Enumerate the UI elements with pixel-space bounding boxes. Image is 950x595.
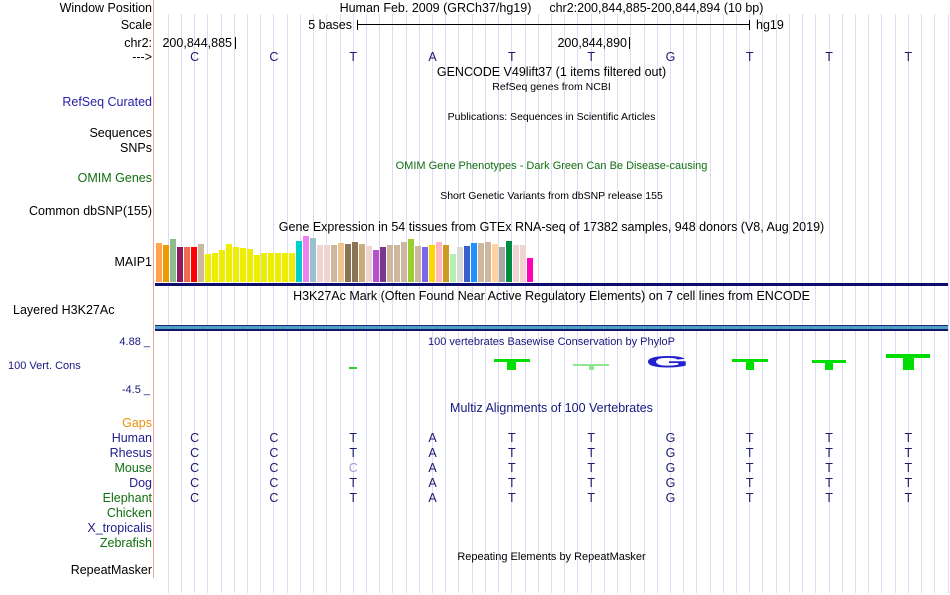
alignment-base-letter: T (745, 476, 754, 490)
gtex-expression-bar (163, 245, 169, 282)
gridline (789, 14, 790, 593)
ruler-base-letter: T (349, 50, 358, 64)
gtex-expression-bar (492, 244, 498, 282)
alignment-base-letter: C (269, 431, 279, 445)
gridline (194, 14, 195, 593)
dbsnp-track-title[interactable]: Short Genetic Variants from dbSNP release 155 (440, 190, 663, 202)
gridline (445, 14, 446, 593)
gridline (591, 14, 592, 593)
gridline (432, 14, 433, 593)
gtex-expression-bar (268, 253, 274, 282)
gtex-expression-bar (303, 236, 309, 282)
alignment-base-letter: G (665, 476, 676, 490)
gridline (511, 14, 512, 593)
alignment-base-letter: T (904, 491, 913, 505)
gridline (644, 14, 645, 593)
cons-label[interactable]: 100 Vert. Cons (8, 360, 81, 372)
alignment-base-letter: G (665, 491, 676, 505)
cons-logo-letter-T-stem (825, 363, 833, 370)
gridline (221, 14, 222, 593)
gtex-expression-bar (352, 242, 358, 282)
alignment-base-letter: A (428, 446, 437, 460)
gridline (234, 14, 235, 593)
gtex-expression-bar (443, 245, 449, 282)
gridline (710, 14, 711, 593)
gridline (696, 14, 697, 593)
scale-label: Scale (120, 18, 152, 32)
gridline (604, 14, 605, 593)
alignment-base-letter: T (587, 461, 595, 475)
gtex-expression-bar (471, 243, 477, 282)
alignment-base-letter: C (190, 446, 200, 460)
alignment-base-letter: C (190, 491, 200, 505)
omim-genes-label[interactable]: OMIM Genes (77, 171, 152, 185)
publications-track-title[interactable]: Publications: Sequences in Scientific Articles (447, 111, 656, 123)
gtex-expression-bar (527, 258, 533, 282)
gtex-expression-bar (275, 253, 281, 282)
gridline (313, 14, 314, 593)
gtex-expression-bar (191, 247, 197, 282)
cons-logo-letter-T-stem (903, 358, 914, 370)
gtex-expression-bar (240, 248, 246, 282)
gridline (577, 14, 578, 593)
alignment-base-letter: T (904, 461, 913, 475)
gtex-expression-bar (247, 249, 253, 282)
gridline (498, 14, 499, 593)
alignment-base-letter: A (428, 431, 437, 445)
gridline (564, 14, 565, 593)
gridline (287, 14, 288, 593)
gridline (340, 14, 341, 593)
gridline (260, 14, 261, 593)
gridline (379, 14, 380, 593)
gridline (419, 14, 420, 593)
gridline (326, 14, 327, 593)
gtex-expression-bar (282, 253, 288, 282)
assembly-short-label: hg19 (756, 18, 784, 32)
coord-left-tick (235, 37, 236, 49)
alignment-base-letter: C (269, 446, 279, 460)
gridline (723, 14, 724, 593)
gtex-expression-bar (457, 247, 463, 282)
window-position-label: Window Position (59, 1, 152, 15)
gridline (458, 14, 459, 593)
gtex-expression-bar (436, 242, 442, 282)
gridline (868, 14, 869, 593)
gtex-expression-bar (254, 255, 260, 282)
gtex-expression-bar (513, 245, 519, 282)
gridline (881, 14, 882, 593)
gtex-expression-bar (450, 254, 456, 282)
gtex-expression-bar (366, 246, 372, 282)
refseq-track-subtitle[interactable]: RefSeq genes from NCBI (492, 81, 611, 93)
alignment-base-letter: T (745, 461, 754, 475)
gridline (181, 14, 182, 593)
gridline (670, 14, 671, 593)
alignment-base-letter: T (745, 446, 754, 460)
sequences-label[interactable]: Sequences (89, 126, 152, 140)
cons-logo-dash (349, 367, 357, 369)
chrom-label: chr2: (124, 36, 152, 50)
alignment-base-letter: C (269, 491, 279, 505)
coord-mid: 200,844,890 (557, 36, 627, 50)
gtex-expression-bar (156, 243, 162, 282)
ruler-base-letter: T (904, 50, 913, 64)
ruler-base-letter: G (665, 50, 676, 64)
alignment-base-letter: C (348, 461, 358, 475)
gaps-label[interactable]: Gaps (122, 416, 152, 430)
gridline (776, 14, 777, 593)
gtex-expression-bar (387, 245, 393, 282)
species-label-zebrafish[interactable]: Zebrafish (99, 536, 152, 550)
cons-logo-letter-G: G (646, 352, 690, 371)
gridline (736, 14, 737, 593)
gtex-expression-bar (520, 245, 526, 282)
gtex-expression-bar (478, 243, 484, 282)
alignment-base-letter: T (508, 446, 516, 460)
alignment-base-letter: T (587, 431, 595, 445)
cons-logo-letter-T-stem (746, 362, 754, 370)
repeatmasker-track-title[interactable]: Repeating Elements by RepeatMasker (457, 551, 646, 563)
gridline (855, 14, 856, 593)
alignment-base-letter: T (508, 491, 516, 505)
gtex-expression-bar (296, 241, 302, 282)
ruler-base-letter: T (825, 50, 833, 64)
gridline (247, 14, 248, 593)
gtex-expression-bar (464, 246, 470, 282)
gtex-expression-bar (422, 247, 428, 282)
gtex-expression-bar (345, 244, 351, 282)
alignment-base-letter: T (825, 431, 833, 445)
omim-track-title[interactable]: OMIM Gene Phenotypes - Dark Green Can Be Disease-causing (395, 160, 708, 172)
ruler-base-letter: A (428, 50, 437, 64)
alignment-base-letter: C (269, 476, 279, 490)
gtex-expression-bar (401, 242, 407, 282)
gridline (392, 14, 393, 593)
gridline (908, 14, 909, 593)
gridline (273, 14, 274, 593)
multiz-track-title[interactable]: Multiz Alignments of 100 Vertebrates (450, 401, 653, 415)
gridline (551, 14, 552, 593)
gtex-expression-bar (219, 250, 225, 282)
gridline (815, 14, 816, 593)
gridline (749, 14, 750, 593)
alignment-base-letter: T (349, 446, 358, 460)
alignment-base-letter: T (508, 431, 516, 445)
alignment-base-letter: T (904, 431, 913, 445)
cons-min-value: -4.5 _ (121, 384, 150, 396)
gridline (525, 14, 526, 593)
gencode-track-title[interactable]: GENCODE V49lift37 (1 items filtered out) (436, 65, 667, 79)
gridline (921, 14, 922, 593)
gridline (366, 14, 367, 593)
species-label-mouse[interactable]: Mouse (114, 461, 152, 475)
gtex-expression-bar (359, 244, 365, 282)
alignment-base-letter: A (428, 476, 437, 490)
alignment-base-letter: T (349, 476, 358, 490)
gridline (617, 14, 618, 593)
gtex-expression-bar (324, 245, 330, 282)
alignment-base-letter: T (745, 491, 754, 505)
gridline (802, 14, 803, 593)
gridline (472, 14, 473, 593)
gridline (630, 14, 631, 593)
gtex-expression-bar (212, 253, 218, 282)
h3k27ac-label[interactable]: Layered H3K27Ac (13, 303, 115, 317)
gridline (895, 14, 896, 593)
dbsnp-label[interactable]: Common dbSNP(155) (29, 204, 152, 218)
alignment-base-letter: T (587, 491, 595, 505)
ruler-base-letter: C (190, 50, 200, 64)
ruler-base-letter: T (508, 50, 516, 64)
gtex-expression-bar (373, 250, 379, 282)
gridline (683, 14, 684, 593)
gtex-expression-bar (226, 244, 232, 282)
gtex-baseline (155, 283, 948, 286)
gtex-expression-bar (338, 243, 344, 282)
cons-track-title[interactable]: 100 vertebrates Basewise Conservation by PhyloP (427, 336, 676, 348)
scale-bar (357, 20, 750, 30)
assembly-title: Human Feb. 2009 (GRCh37/hg19) (339, 1, 532, 15)
gridline (842, 14, 843, 593)
alignment-base-letter: T (745, 431, 754, 445)
gtex-expression-bar (289, 253, 295, 282)
cons-max-value: 4.88 _ (119, 336, 150, 348)
alignment-base-letter: T (904, 446, 913, 460)
alignment-base-letter: T (825, 476, 833, 490)
gridline (934, 14, 935, 593)
gtex-expression-bar (205, 254, 211, 282)
gridline (657, 14, 658, 593)
gtex-expression-bar (198, 244, 204, 282)
gtex-expression-bar (184, 247, 190, 282)
gridline (948, 14, 949, 593)
alignment-base-letter: T (904, 476, 913, 490)
species-label-chicken[interactable]: Chicken (106, 506, 152, 520)
species-label-human[interactable]: Human (111, 431, 152, 445)
snps-label[interactable]: SNPs (120, 141, 152, 155)
ruler-base-letter: T (745, 50, 754, 64)
alignment-base-letter: G (665, 446, 676, 460)
species-label-dog[interactable]: Dog (129, 476, 152, 490)
alignment-base-letter: C (269, 461, 279, 475)
gtex-expression-bar (429, 245, 435, 282)
gtex-expression-bar (261, 253, 267, 282)
repeatmasker-label[interactable]: RepeatMasker (70, 563, 152, 577)
ruler-base-letter: T (587, 50, 595, 64)
gridline (538, 14, 539, 593)
label-track-divider-line (153, 0, 154, 578)
gtex-expression-bar (177, 247, 183, 282)
alignment-base-letter: T (825, 491, 833, 505)
gtex-expression-bar (485, 242, 491, 282)
gtex-expression-bar (317, 245, 323, 282)
alignment-base-letter: T (587, 446, 595, 460)
gtex-expression-bar (380, 247, 386, 282)
alignment-base-letter: T (508, 476, 516, 490)
strand-arrow: ---> (132, 50, 152, 64)
alignment-base-letter: A (428, 461, 437, 475)
h3k27ac-signal-band[interactable] (155, 325, 948, 331)
gridline (300, 14, 301, 593)
alignment-base-letter: T (349, 431, 358, 445)
ruler-base-letter: C (269, 50, 279, 64)
alignment-base-letter: C (190, 461, 200, 475)
gridline (829, 14, 830, 593)
gtex-track-title[interactable]: Gene Expression in 54 tissues from GTEx RNA-seq of 17382 samples, 948 donors (V8, Aug 2019) (278, 220, 825, 234)
gtex-expression-bar (415, 246, 421, 282)
cons-logo-letter-T-stem (589, 366, 594, 370)
alignment-base-letter: T (825, 461, 833, 475)
gtex-expression-bar (394, 245, 400, 282)
gridline (406, 14, 407, 593)
gridline (207, 14, 208, 593)
species-label-rhesus[interactable]: Rhesus (109, 446, 152, 460)
alignment-base-letter: A (428, 491, 437, 505)
position-title: chr2:200,844,885-200,844,894 (10 bp) (549, 1, 764, 15)
coord-left: 200,844,885 (162, 36, 232, 50)
alignment-base-letter: C (190, 431, 200, 445)
alignment-base-letter: G (665, 461, 676, 475)
alignment-base-letter: T (349, 491, 358, 505)
position-titlebar (155, 2, 948, 15)
gtex-expression-bar (331, 245, 337, 282)
scale-text: 5 bases (308, 18, 352, 32)
alignment-base-letter: C (190, 476, 200, 490)
gtex-gene-label[interactable]: MAIP1 (114, 255, 152, 269)
alignment-base-letter: T (587, 476, 595, 490)
gtex-expression-bar (408, 239, 414, 282)
gtex-expression-bar (170, 239, 176, 282)
species-label-x_tropicalis[interactable]: X_tropicalis (87, 521, 152, 535)
alignment-base-letter: T (508, 461, 516, 475)
coord-mid-tick (629, 37, 630, 49)
gridline (353, 14, 354, 593)
gtex-expression-bar (506, 241, 512, 282)
refseq-curated-label[interactable]: RefSeq Curated (62, 95, 152, 109)
alignment-base-letter: T (825, 446, 833, 460)
gtex-expression-bar (233, 247, 239, 282)
gtex-expression-bar (499, 247, 505, 282)
gridline (485, 14, 486, 593)
gridline (168, 14, 169, 593)
cons-logo-letter-T-stem (507, 362, 516, 370)
gtex-expression-bar (310, 238, 316, 282)
species-label-elephant[interactable]: Elephant (102, 491, 152, 505)
alignment-base-letter: G (665, 431, 676, 445)
h3k27ac-track-title[interactable]: H3K27Ac Mark (Often Found Near Active Regulatory Elements) on 7 cell lines from ENCODE (293, 289, 810, 303)
gridline (762, 14, 763, 593)
